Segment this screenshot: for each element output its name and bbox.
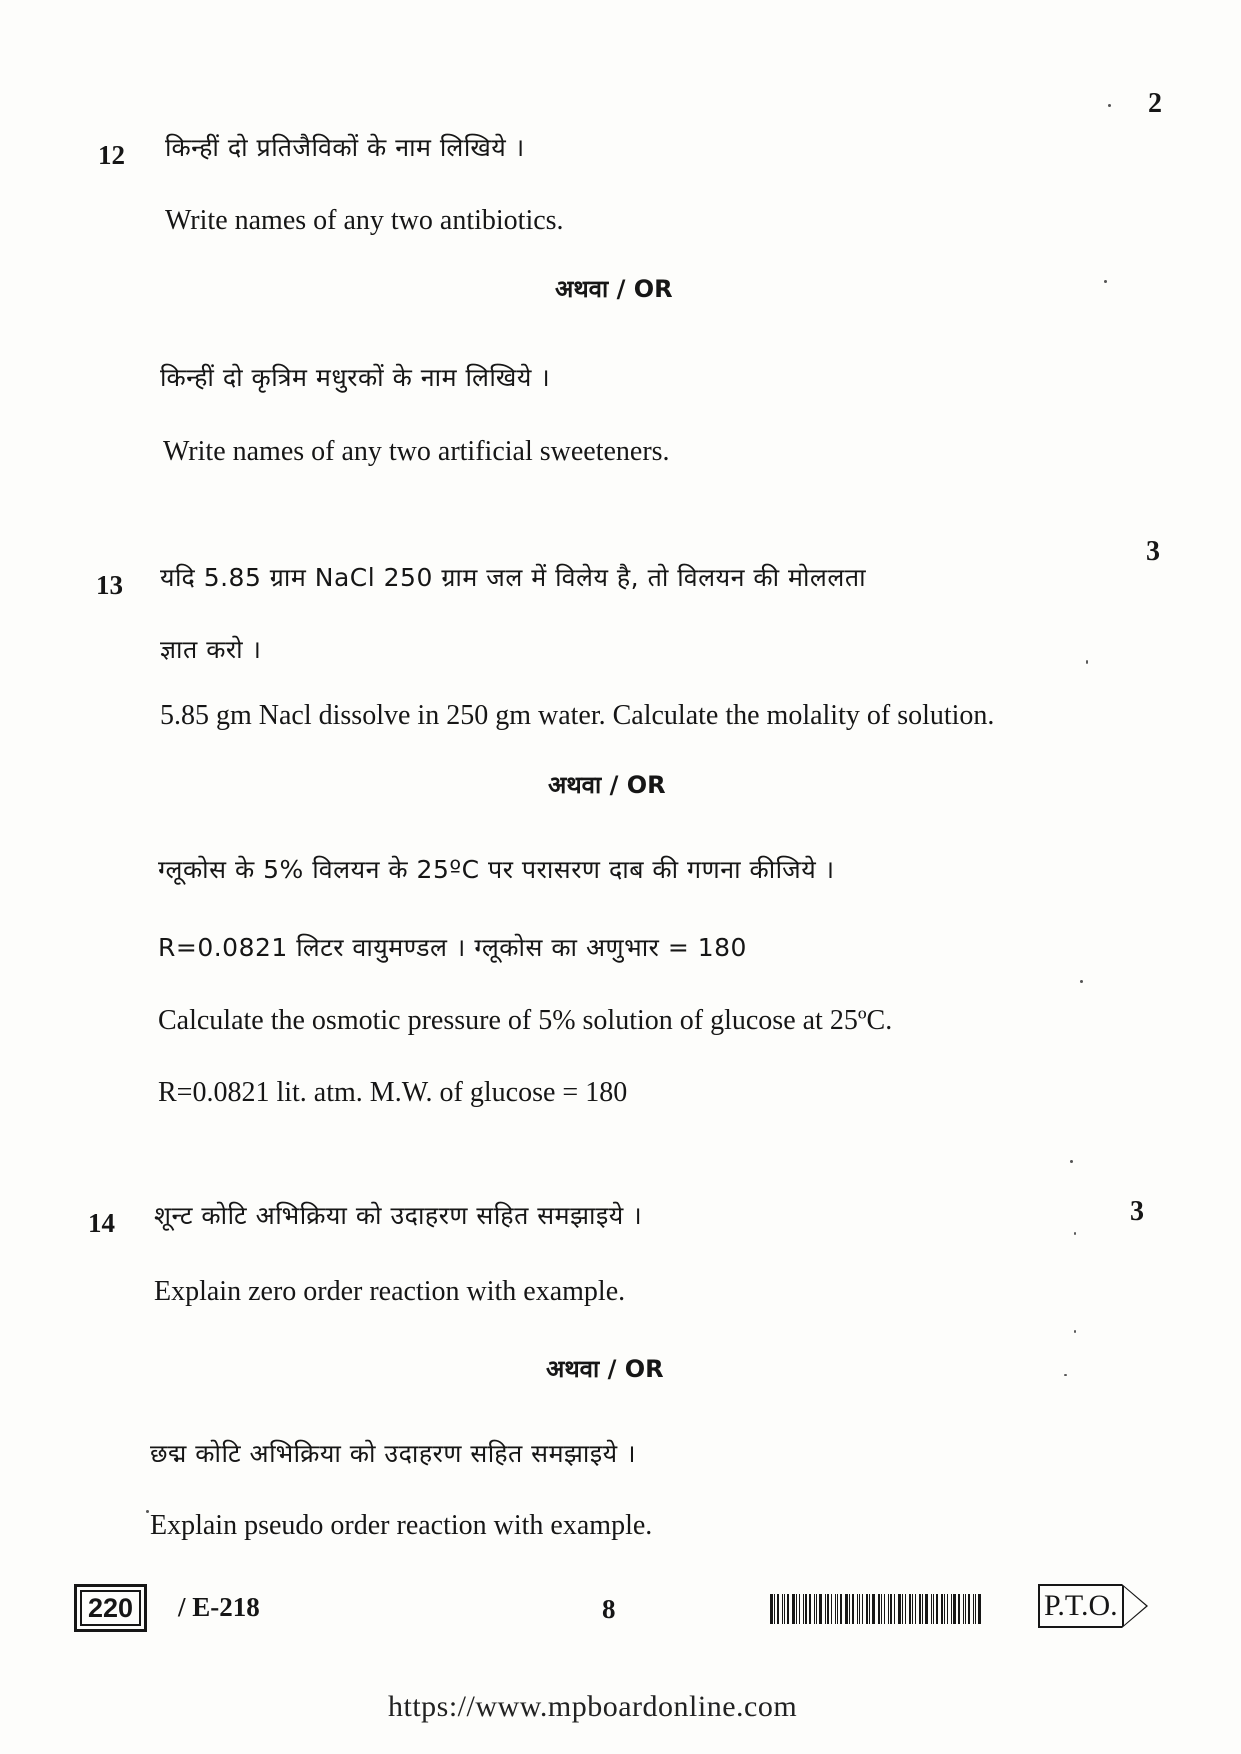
alternative-text-english-line-1: Calculate the osmotic pressure of 5% solution of glucose at 25ºC. [158, 1005, 893, 1036]
barcode-bar [809, 1594, 811, 1624]
barcode-bar [782, 1594, 783, 1624]
barcode-bar [770, 1594, 773, 1624]
barcode-bar [922, 1594, 923, 1624]
arrow-right-icon [1122, 1584, 1148, 1628]
or-separator [548, 768, 666, 801]
barcode-bar [944, 1594, 945, 1624]
alternative-text-hindi-line-1: ग्लूकोस के 5% विलयन के 25ºC पर परासरण दाब की गणना कीजिये । [158, 855, 835, 884]
question-text-hindi-line-1: यदि 5.85 ग्राम NaCl 250 ग्राम जल में विलेय है, तो विलयन की मोललता [160, 563, 867, 592]
barcode-bar [973, 1594, 974, 1624]
barcode-bar [953, 1594, 956, 1624]
alternative-text-hindi: किन्हीं दो कृत्रिम मधुरकों के नाम लिखिये । [160, 363, 551, 392]
barcode-bar [849, 1594, 850, 1624]
alternative-text-hindi-line-2: R=0.0821 लिटर वायुमण्डल । ग्लूकोस का अणुभार = 180 [158, 933, 747, 962]
barcode-bar [968, 1594, 970, 1624]
paper-code-box [74, 1584, 147, 1632]
barcode-bar [915, 1594, 916, 1624]
barcode-bar [947, 1594, 948, 1624]
barcode-bar [975, 1594, 976, 1624]
or-label: अथवा / OR [546, 1355, 664, 1383]
barcode-bar [792, 1594, 795, 1624]
barcode-bar [774, 1594, 775, 1624]
set-code: / E-218 [178, 1592, 260, 1622]
barcode-bar [866, 1594, 868, 1624]
barcode-bar [814, 1594, 815, 1624]
page-number: 2 [1148, 88, 1162, 119]
watermark-url: https://www.mpboardonline.com [388, 1690, 798, 1723]
barcode-bar [835, 1594, 836, 1624]
barcode-bar [919, 1594, 921, 1624]
question-marks: 3 [1146, 536, 1160, 567]
barcode-bar [888, 1594, 889, 1624]
barcode-bar [827, 1594, 829, 1624]
barcode-bar [796, 1594, 797, 1624]
barcode-bar [872, 1594, 875, 1624]
barcode-bar [978, 1594, 981, 1624]
barcode-bar [787, 1594, 789, 1624]
question-text-english: Write names of any two antibiotics. [165, 205, 564, 236]
barcode-bar [831, 1594, 832, 1624]
or-separator [555, 272, 673, 305]
barcode-bar [837, 1594, 838, 1624]
question-number: 12 [98, 140, 125, 170]
barcode-bar [890, 1594, 892, 1624]
barcode-bar [816, 1594, 817, 1624]
barcode-bar [777, 1594, 779, 1624]
alternative-text-english: Explain pseudo order reaction with example. [150, 1510, 653, 1541]
barcode-bar [784, 1594, 785, 1624]
barcode-bar [799, 1594, 800, 1624]
pto-arrow-label [1038, 1584, 1148, 1628]
question-text-english: 5.85 gm Nacl dissolve in 250 gm water. Calculate the molality of solution. [160, 700, 995, 731]
barcode-bar [965, 1594, 966, 1624]
barcode-bar [909, 1594, 911, 1624]
question-text-hindi: किन्हीं दो प्रतिजैविकों के नाम लिखिये । [165, 133, 525, 162]
or-label: अथवा / OR [548, 771, 666, 799]
barcode-bar [819, 1594, 822, 1624]
barcode [770, 1594, 984, 1624]
barcode-bar [825, 1594, 826, 1624]
question-text-hindi: शून्ट कोटि अभिक्रिया को उदाहरण सहित समझाइये । [154, 1201, 643, 1230]
barcode-bar [852, 1594, 854, 1624]
barcode-bar [805, 1594, 807, 1624]
or-label: अथवा / OR [555, 275, 673, 303]
barcode-bar [884, 1594, 885, 1624]
pto-label: P.T.O. [1038, 1584, 1122, 1628]
question-marks: 3 [1130, 1196, 1144, 1227]
barcode-bar [869, 1594, 870, 1624]
question-text-english: Explain zero order reaction with example. [154, 1276, 626, 1307]
barcode-bar [933, 1594, 934, 1624]
barcode-bar [963, 1594, 964, 1624]
question-text-hindi-line-2: ज्ञात करो । [160, 635, 262, 664]
alternative-text-english: Write names of any two artificial sweeteners. [163, 436, 670, 467]
paper-code: 220 [80, 1590, 141, 1626]
barcode-bar [931, 1594, 932, 1624]
barcode-bar [857, 1594, 858, 1624]
barcode-bar [925, 1594, 928, 1624]
barcode-bar [912, 1594, 913, 1624]
barcode-bar [958, 1594, 960, 1624]
barcode-bar [862, 1594, 863, 1624]
barcode-bar [902, 1594, 903, 1624]
alternative-text-hindi: छद्म कोटि अभिक्रिया को उदाहरण सहित समझाइये । [150, 1439, 637, 1468]
or-separator [546, 1352, 664, 1385]
sheet-number: 8 [602, 1594, 616, 1624]
barcode-bar [951, 1594, 952, 1624]
question-number: 14 [88, 1208, 115, 1238]
barcode-bar [845, 1594, 848, 1624]
barcode-bar [905, 1594, 906, 1624]
barcode-bar [878, 1594, 880, 1624]
barcode-bar [936, 1594, 938, 1624]
barcode-bar [941, 1594, 943, 1624]
barcode-bar [881, 1594, 882, 1624]
barcode-bar [859, 1594, 860, 1624]
question-number: 13 [96, 570, 123, 600]
barcode-bar [894, 1594, 895, 1624]
barcode-bar [803, 1594, 804, 1624]
barcode-bar [840, 1594, 842, 1624]
alternative-text-english-line-2: R=0.0821 lit. atm. M.W. of glucose = 180 [158, 1077, 628, 1108]
barcode-bar [898, 1594, 901, 1624]
